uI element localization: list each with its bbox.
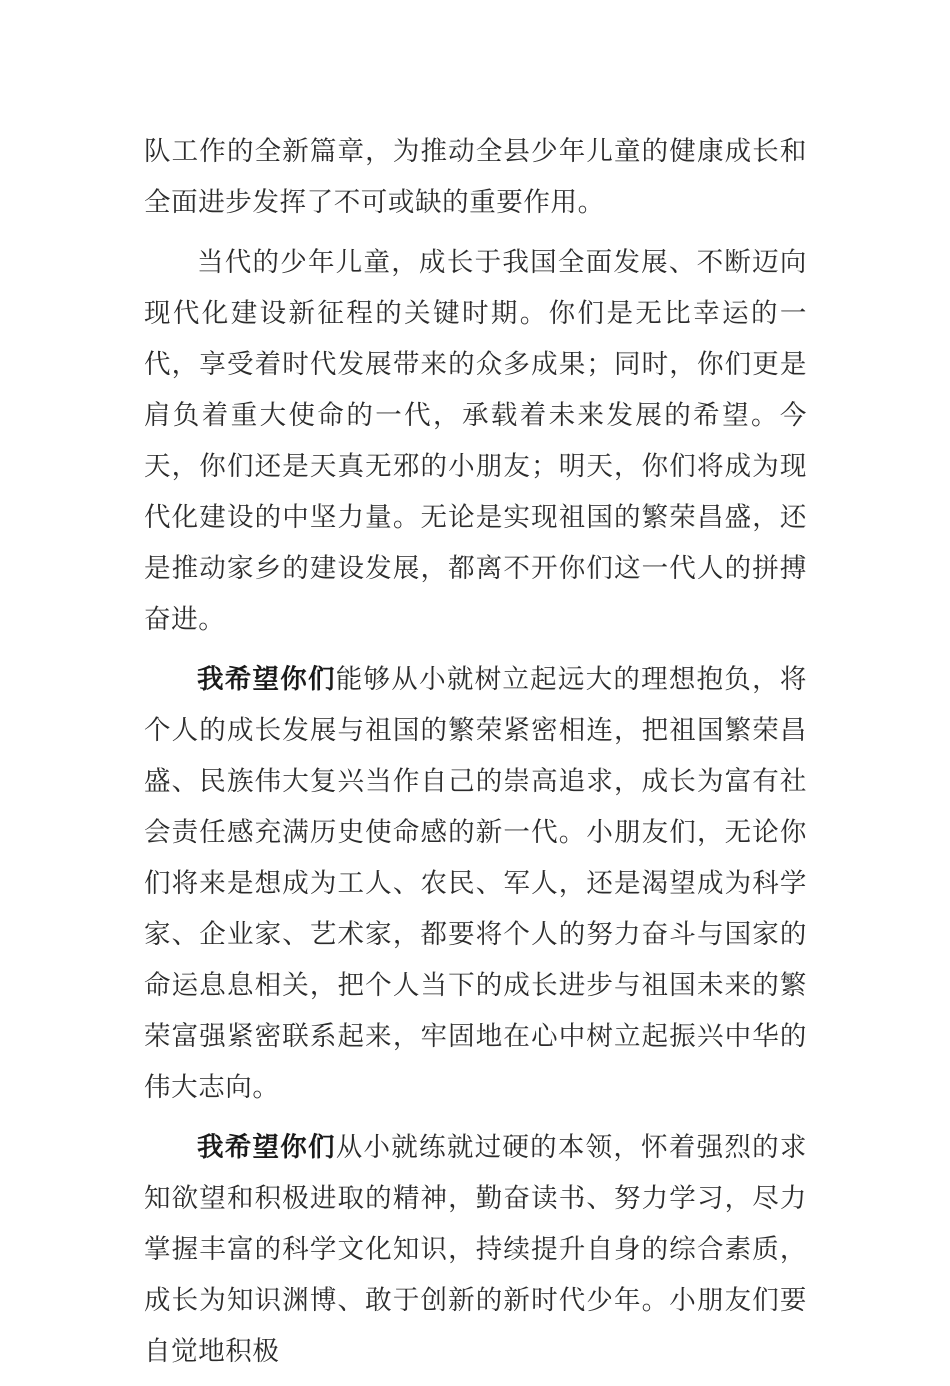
paragraph-contemporary-children	[144, 237, 807, 645]
paragraph-lead: 我希望你们	[197, 1132, 336, 1163]
paragraph-hope-ideals	[144, 654, 807, 1113]
paragraph-hope-skills	[144, 1122, 807, 1377]
paragraph-text: 从小就练就过硬的本领，怀着强烈的求知欲望和积极进取的精神，勤奋读书、努力学习，尽力掌握丰富的科学文化知识，持续提升自身的综合素质，成长为知识渊博、敢于创新的新时代少年。小朋友们要自觉地积极	[144, 1132, 808, 1367]
paragraph-text: 队工作的全新篇章，为推动全县少年儿童的健康成长和全面进步发挥了不可或缺的重要作用。	[144, 136, 807, 218]
paragraph-continuation	[144, 126, 807, 228]
paragraph-text: 当代的少年儿童，成长于我国全面发展、不断迈向现代化建设新征程的关键时期。你们是无比幸运的一代，享受着时代发展带来的众多成果；同时，你们更是肩负着重大使命的一代，承载着未来发展的希望。今天，你们还是天真无邪的小朋友；明天，你们将成为现代化建设的中坚力量。无论是实现祖国的繁荣昌盛，还是推动家乡的建设发展，都离不开你们这一代人的拼搏奋进。	[144, 247, 807, 635]
body-text	[144, 126, 807, 1386]
paragraph-lead: 我希望你们	[197, 664, 336, 695]
paragraph-text: 能够从小就树立起远大的理想抱负，将个人的成长发展与祖国的繁荣紧密相连，把祖国繁荣昌盛、民族伟大复兴当作自己的崇高追求，成长为富有社会责任感充满历史使命感的新一代。小朋友们，无论你们将来是想成为工人、农民、军人，还是渴望成为科学家、企业家、艺术家，都要将个人的努力奋斗与国家的命运息息相关，把个人当下的成长进步与祖国未来的繁荣富强紧密联系起来，牢固地在心中树立起振兴中华的伟大志向。	[144, 664, 808, 1103]
